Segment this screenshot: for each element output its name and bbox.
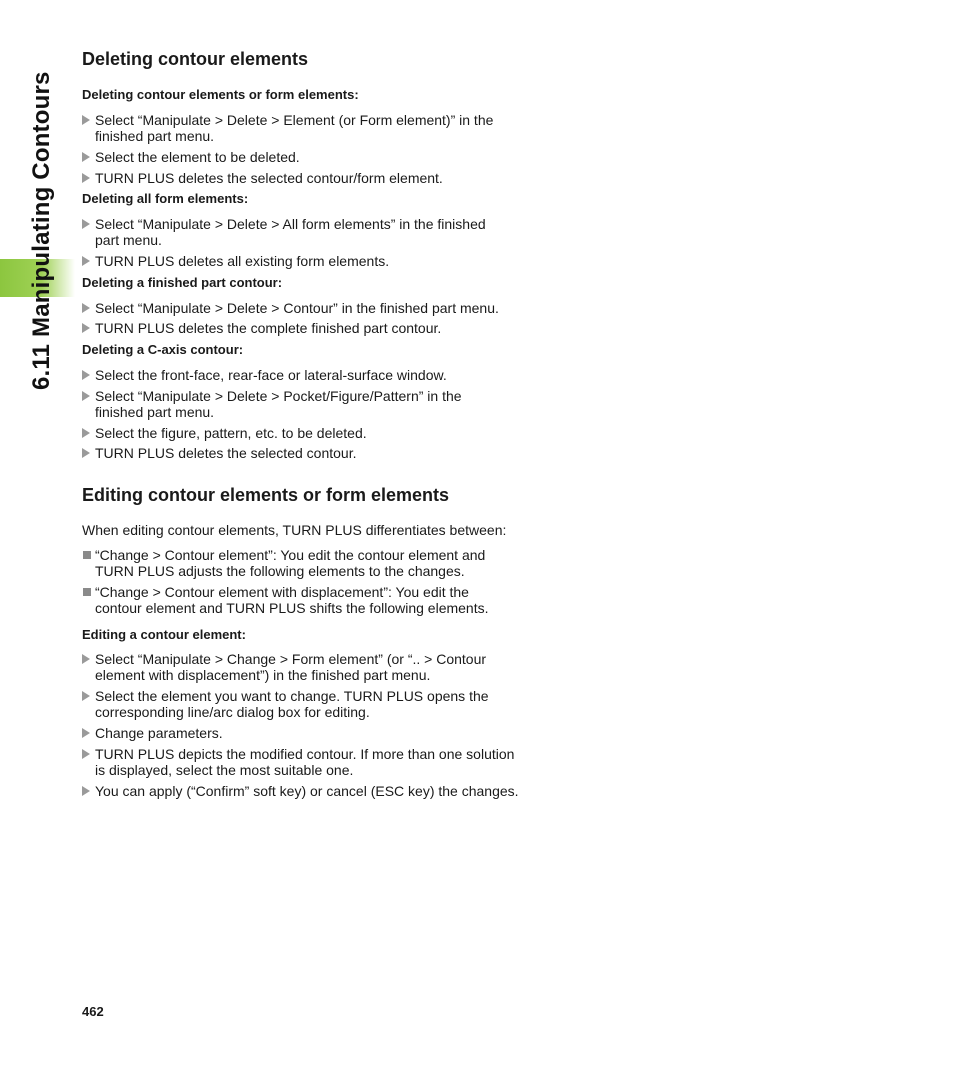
subheading: Deleting all form elements: [82,191,249,206]
list-item: Select “Manipulate > Delete > Pocket/Figure/Pattern” in the finished part menu. [82,388,532,420]
arrow-icon [82,115,90,125]
bullet-item: “Change > Contour element”: You edit the contour element and TURN PLUS adjusts the following elements to the changes. [82,547,532,579]
list-item: You can apply (“Confirm” soft key) or cancel (ESC key) the changes. [82,783,532,799]
list-item: Select the figure, pattern, etc. to be deleted. [82,425,532,441]
chapter-side-tab [0,0,75,1091]
list-item: Select the element to be deleted. [82,149,532,165]
arrow-icon [82,173,90,183]
bullet-item: “Change > Contour element with displacement”: You edit the contour element and TURN PLUS shifts the following elements. [82,584,532,616]
arrow-icon [82,728,90,738]
arrow-icon [82,786,90,796]
list-item: Select “Manipulate > Delete > Element (or Form element)” in the finished part menu. [82,112,532,144]
arrow-icon [82,428,90,438]
section-heading-deleting: Deleting contour elements [82,49,309,69]
arrow-icon [82,303,90,313]
arrow-icon [82,219,90,229]
list-item: Select the front-face, rear-face or lateral-surface window. [82,367,532,383]
page-number: 462 [82,1004,104,1019]
square-bullet-icon [83,588,91,596]
list-item: TURN PLUS depicts the modified contour. If more than one solution is displayed, select the most suitable one. [82,746,532,778]
arrow-icon [82,323,90,333]
arrow-icon [82,391,90,401]
list-item: Select “Manipulate > Delete > All form elements” in the finished part menu. [82,216,532,248]
list-item: Select “Manipulate > Change > Form element” (or “.. > Contour element with displacement”) in the finished part menu. [82,651,532,683]
subheading: Editing a contour element: [82,627,246,642]
arrow-icon [82,256,90,266]
list-item: TURN PLUS deletes the selected contour. [82,445,532,461]
arrow-icon [82,448,90,458]
chapter-title: 6.11 Manipulating Contours [28,71,55,390]
list-item: TURN PLUS deletes the complete finished part contour. [82,320,532,336]
arrow-icon [82,749,90,759]
arrow-icon [82,370,90,380]
arrow-icon [82,654,90,664]
list-item: Select “Manipulate > Delete > Contour” in the finished part menu. [82,300,532,316]
arrow-icon [82,691,90,701]
list-item: TURN PLUS deletes the selected contour/form element. [82,170,532,186]
subheading: Deleting a finished part contour: [82,275,283,290]
subheading: Deleting contour elements or form elements: [82,87,359,102]
list-item: TURN PLUS deletes all existing form elements. [82,253,532,269]
square-bullet-icon [83,551,91,559]
list-item: Change parameters. [82,725,532,741]
intro-paragraph: When editing contour elements, TURN PLUS differentiates between: [82,522,507,538]
section-heading-editing: Editing contour elements or form elements [82,485,450,505]
subheading: Deleting a C-axis contour: [82,342,244,357]
list-item: Select the element you want to change. TURN PLUS opens the corresponding line/arc dialog box for editing. [82,688,532,720]
arrow-icon [82,152,90,162]
